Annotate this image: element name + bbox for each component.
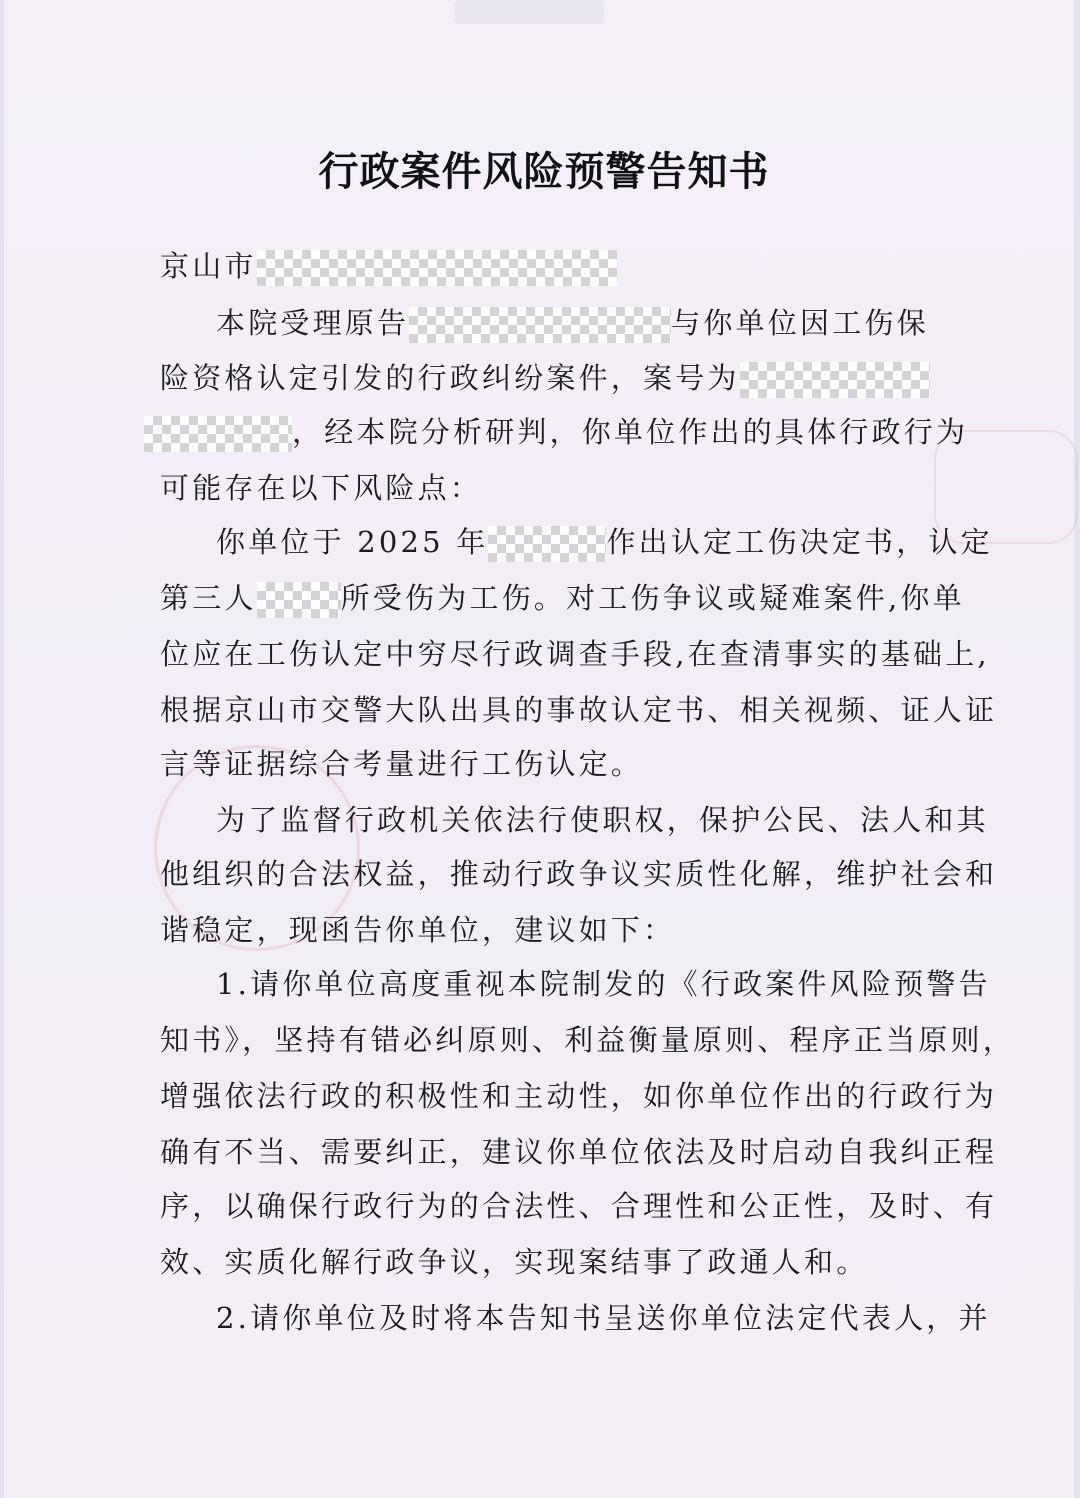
text-segment: 作出认定工伤决定书，认定 xyxy=(606,525,993,559)
body-line: 增强依法行政的积极性和主动性，如你单位作出的行政行为 xyxy=(160,1079,998,1113)
redacted-date xyxy=(488,526,606,562)
body-line: 位应在工伤认定中穷尽行政调查手段,在查清事实的基础上, xyxy=(160,637,990,671)
top-scan-mark xyxy=(454,0,604,24)
body-line: 谐稳定，现函告你单位，建议如下： xyxy=(160,913,676,947)
body-line: 他组织的合法权益，推动行政争议实质性化解，维护社会和 xyxy=(160,857,998,891)
text-segment: 第三人 xyxy=(160,581,257,615)
redacted-recipient xyxy=(257,250,617,286)
body-line: 效、实质化解行政争议，实现案结事了政通人和。 xyxy=(160,1245,869,1279)
body-line: 可能存在以下风险点： xyxy=(160,471,483,505)
recipient-line xyxy=(160,248,617,286)
text-segment: 与你单位因工伤保 xyxy=(671,306,929,340)
recipient-prefix: 京山市 xyxy=(160,249,257,283)
redacted-case-number-cont xyxy=(144,416,292,452)
body-line: 为了监督行政机关依法行使职权，保护公民、法人和其 xyxy=(216,803,989,837)
body-line xyxy=(216,524,993,562)
body-line: 1.请你单位高度重视本院制发的《行政案件风险预警告 xyxy=(216,967,991,1001)
redacted-case-number xyxy=(740,362,930,398)
text-segment: 险资格认定引发的行政纠纷案件，案号为 xyxy=(160,361,740,395)
redacted-third-party xyxy=(257,582,341,618)
text-segment: 本院受理原告 xyxy=(216,306,410,340)
body-line xyxy=(160,580,965,618)
body-line xyxy=(160,360,930,398)
text-segment: ，经本院分析研判，你单位作出的具体行政行为 xyxy=(292,415,969,449)
body-line xyxy=(144,414,968,452)
body-line xyxy=(216,305,929,343)
body-line: 序，以确保行政行为的合法性、合理性和公正性，及时、有 xyxy=(160,1189,998,1223)
body-line: 知书》，坚持有错必纠原则、利益衡量原则、程序正当原则， xyxy=(160,1023,1015,1057)
body-line: 根据京山市交警大队出具的事故认定书、相关视频、证人证 xyxy=(160,693,998,727)
body-line: 言等证据综合考量进行工伤认定。 xyxy=(160,747,644,781)
text-segment: 你单位于 2025 年 xyxy=(216,525,489,559)
body-line: 2.请你单位及时将本告知书呈送你单位法定代表人，并 xyxy=(216,1301,991,1335)
text-segment: 所受伤为工伤。对工伤争议或疑难案件,你单 xyxy=(340,581,965,615)
document-title: 行政案件风险预警告知书 xyxy=(318,148,770,195)
body-line: 确有不当、需要纠正，建议你单位依法及时启动自我纠正程 xyxy=(160,1135,998,1169)
redacted-plaintiff xyxy=(409,307,671,343)
